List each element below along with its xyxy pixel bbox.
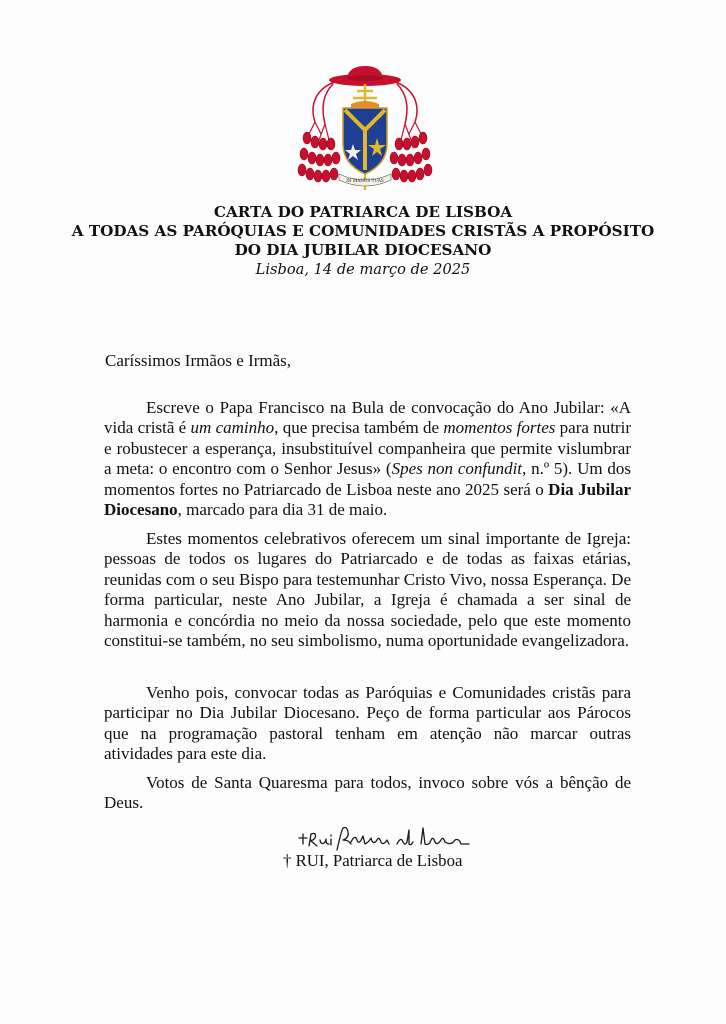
handwritten-signature [293,824,473,854]
cardinal-hat [329,66,401,86]
p1-text-e: para nutrir e robustecer a esperança, insubstituível companheira que permite vislumbrar a meta: o encontro com o Senhor Jesus» ( [104,418,631,479]
shield-crest [351,101,379,108]
salutation: Caríssimos Irmãos e Irmãs, [105,351,292,370]
motto-text: IN MANUS TUAS [346,178,384,183]
p1-text-c: , que precisa também de [274,418,444,438]
p1-text-g: , n.º 5). Um dos momentos fortes no Patriarcado de Lisboa neste ano 2025 será o [104,459,631,499]
title-line-1: CARTA DO PATRIARCA DE LISBOA [213,203,513,221]
p1-emph-momentos: momentos fortes [443,418,556,438]
signer-name: † RUI, Patriarca de Lisboa [283,851,463,870]
p1-emph-caminho: um caminho [190,418,275,438]
coat-of-arms-emblem [295,64,435,192]
paragraph-2: Estes momentos celebrativos oferecem um sinal importante de Igreja: pessoas de todos os lugares do Patriarcado e de todas as faixas etárias, reunidas com o seu Bispo para testemunhar Cristo Vivo, nossa Esperança. De forma particular, neste Ano Jubilar, a Igreja é chamada a ser sinal de harmonia e concórdia no meio da nossa sociedade, pelo que este momento constitui-se também, no seu simbolismo, numa oportunidade evangelizadora. [104,529,631,651]
paragraph-1 [104,398,631,520]
p1-emph-citation: Spes non confundit [391,459,523,479]
shield [343,108,387,174]
p1-text-a: Escreve o Papa Francisco na Bula de convocação do Ano Jubilar: «A vida cristã é [104,398,631,438]
right-tassels [390,82,432,182]
left-tassels [298,82,340,182]
p1-bold-dia-jubilar: Dia Jubilar Diocesano [104,479,631,520]
title-line-3: DO DIA JUBILAR DIOCESANO [234,241,492,259]
title-line-2: A TODAS AS PARÓQUIAS E COMUNIDADES CRISTÃS A PROPÓSITO [71,222,655,240]
paragraph-3: Venho pois, convocar todas as Paróquias e Comunidades cristãs para participar no Dia Jubilar Diocesano. Peço de forma particular aos Párocos que na programação pastoral tenham em atenção não marcar outras atividades para este dia. [104,683,631,764]
letter-date: Lisboa, 14 de março de 2025 [255,261,471,278]
paragraph-4: Votos de Santa Quaresma para todos, invoco sobre vós a bênção de Deus. [104,773,631,813]
p1-text-i: , marcado para dia 31 de maio. [177,500,388,520]
